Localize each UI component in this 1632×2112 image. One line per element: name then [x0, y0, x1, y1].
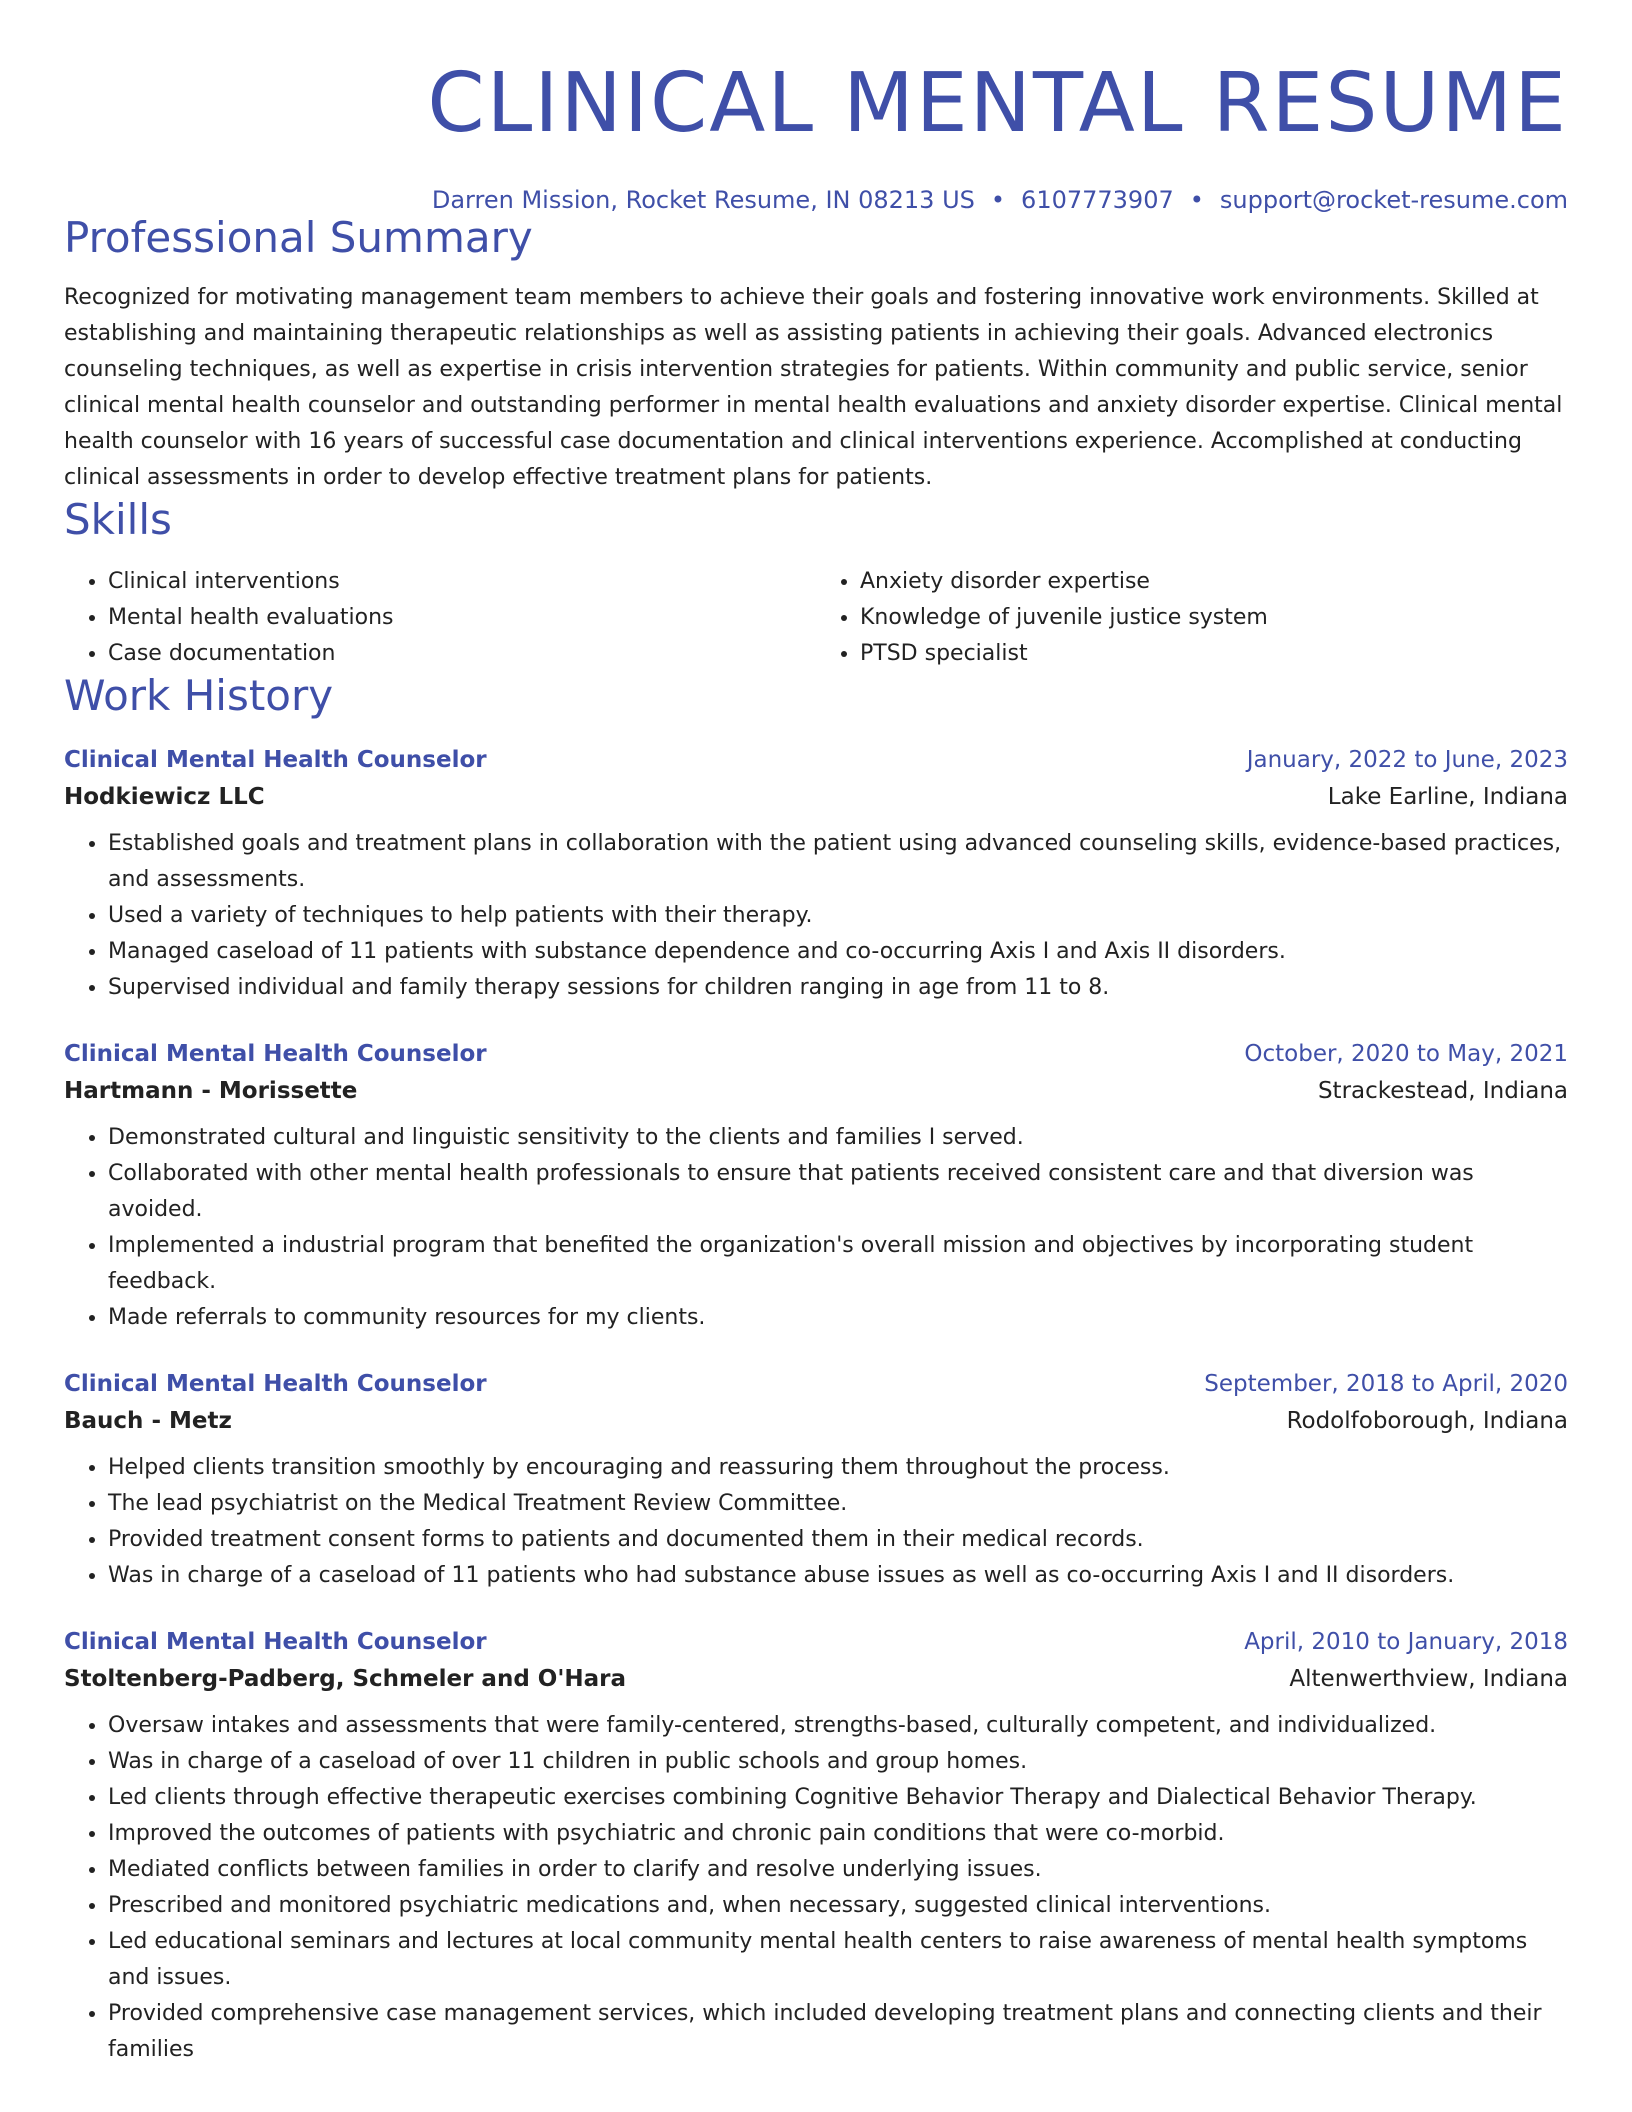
job-bullet: • Prescribed and monitored psychiatric medications and, when necessary, suggested clinical interventions. — [108, 1888, 1568, 1924]
skills-column-right — [816, 564, 1568, 672]
job-dates: September, 2018 to April, 2020 — [1204, 1371, 1568, 1397]
contact-separator: • — [990, 186, 1006, 214]
job-company: Stoltenberg-Padberg, Schmeler and O'Hara — [64, 1666, 627, 1692]
job-bullet: • Made referrals to community resources for my clients. — [108, 1300, 1568, 1336]
skill-item: • Clinical interventions — [108, 564, 816, 600]
job-bullet: • Provided treatment consent forms to patients and documented them in their medical records. — [108, 1522, 1568, 1558]
job-location: Lake Earline, Indiana — [1327, 784, 1568, 810]
summary-heading: Professional Summary — [64, 213, 533, 262]
job-entry — [64, 1036, 1568, 1336]
job-bullet: • Led educational seminars and lectures at local community mental health centers to raise awareness of mental health symptoms and issues. — [108, 1924, 1568, 1996]
skills-list — [64, 564, 1568, 672]
job-bullet: • Supervised individual and family therapy sessions for children ranging in age from 11 to 8. — [108, 970, 1568, 1006]
job-role: Clinical Mental Health Counselor — [64, 747, 487, 773]
job-location: Altenwerthview, Indiana — [1289, 1666, 1568, 1692]
contact-line — [64, 186, 1568, 214]
job-dates: April, 2010 to January, 2018 — [1244, 1629, 1568, 1655]
job-entry — [64, 1366, 1568, 1594]
job-bullet: • Established goals and treatment plans in collaboration with the patient using advanced counseling skills, evidence-based practices, and assessments. — [108, 826, 1568, 898]
skills-heading: Skills — [64, 495, 172, 544]
job-entry — [64, 742, 1568, 1006]
skill-item: • Knowledge of juvenile justice system — [860, 600, 1568, 636]
job-bullet: • Used a variety of techniques to help patients with their therapy. — [108, 898, 1568, 934]
job-location: Strackestead, Indiana — [1317, 1078, 1568, 1104]
job-company: Bauch - Metz — [64, 1408, 232, 1434]
skill-item: • Anxiety disorder expertise — [860, 564, 1568, 600]
skill-item: • Mental health evaluations — [108, 600, 816, 636]
job-bullets — [64, 1120, 1568, 1336]
job-location: Rodolfoborough, Indiana — [1286, 1408, 1568, 1434]
job-dates: January, 2022 to June, 2023 — [1246, 747, 1568, 773]
job-bullets — [64, 826, 1568, 1006]
job-bullet: • Oversaw intakes and assessments that were family-centered, strengths-based, culturally competent, and individualized. — [108, 1708, 1568, 1744]
job-bullets — [64, 1450, 1568, 1594]
contact-address: Darren Mission, Rocket Resume, IN 08213 US — [431, 186, 975, 214]
job-role: Clinical Mental Health Counselor — [64, 1629, 487, 1655]
job-entry — [64, 1624, 1568, 2068]
contact-separator: • — [1189, 186, 1204, 214]
job-company: Hartmann - Morissette — [64, 1078, 358, 1104]
skill-item: • Case documentation — [108, 636, 816, 672]
job-dates: October, 2020 to May, 2021 — [1244, 1041, 1568, 1067]
job-bullet: • Led clients through effective therapeutic exercises combining Cognitive Behavior Therapy and Dialectical Behavior Therapy. — [108, 1780, 1568, 1816]
job-company: Hodkiewicz LLC — [64, 784, 265, 810]
job-bullet: • Demonstrated cultural and linguistic sensitivity to the clients and families I served. — [108, 1120, 1568, 1156]
work-history-heading: Work History — [64, 671, 334, 720]
job-bullet: • The lead psychiatrist on the Medical Treatment Review Committee. — [108, 1486, 1568, 1522]
job-bullet: • Was in charge of a caseload of over 11 children in public schools and group homes. — [108, 1744, 1568, 1780]
job-bullet: • Managed caseload of 11 patients with substance dependence and co-occurring Axis I and Axis II disorders. — [108, 934, 1568, 970]
job-bullet: • Implemented a industrial program that benefited the organization's overall mission and objectives by incorporating student feedback. — [108, 1228, 1568, 1300]
job-bullet: • Collaborated with other mental health professionals to ensure that patients received consistent care and that diversion was avoided. — [108, 1156, 1568, 1228]
job-bullet: • Improved the outcomes of patients with psychiatric and chronic pain conditions that were co-morbid. — [108, 1816, 1568, 1852]
job-bullet: • Helped clients transition smoothly by encouraging and reassuring them throughout the process. — [108, 1450, 1568, 1486]
skills-column-left — [64, 564, 816, 672]
job-bullets — [64, 1708, 1568, 2068]
contact-phone: 6107773907 — [1021, 186, 1174, 214]
job-bullet: • Mediated conflicts between families in order to clarify and resolve underlying issues. — [108, 1852, 1568, 1888]
job-role: Clinical Mental Health Counselor — [64, 1371, 487, 1397]
summary-text: Recognized for motivating management team members to achieve their goals and fostering innovative work environments. Skilled at establishing and maintaining therapeutic relationships as well as assisting patients in achieving their goals. Advanced electronics counseling techniques, as well as expertise in crisis intervention strategies for patients. Within community and public service, senior clinical mental health counselor and outstanding performer in mental health evaluations and anxiety disorder expertise. Clinical mental health counselor with 16 years of successful case documentation and clinical interventions experience. Accomplished at conducting clinical assessments in order to develop effective treatment plans for patients. — [64, 285, 1563, 490]
job-role: Clinical Mental Health Counselor — [64, 1041, 487, 1067]
job-bullet: • Provided comprehensive case management services, which included developing treatment plans and connecting clients and their families — [108, 1996, 1568, 2068]
contact-email: support@rocket-resume.com — [1219, 186, 1568, 214]
job-bullet: • Was in charge of a caseload of 11 patients who had substance abuse issues as well as co-occurring Axis I and II disorders. — [108, 1558, 1568, 1594]
resume-title: CLINICAL MENTAL RESUME — [427, 56, 1568, 151]
skill-item: • PTSD specialist — [860, 636, 1568, 672]
resume-page — [64, 0, 1568, 2068]
